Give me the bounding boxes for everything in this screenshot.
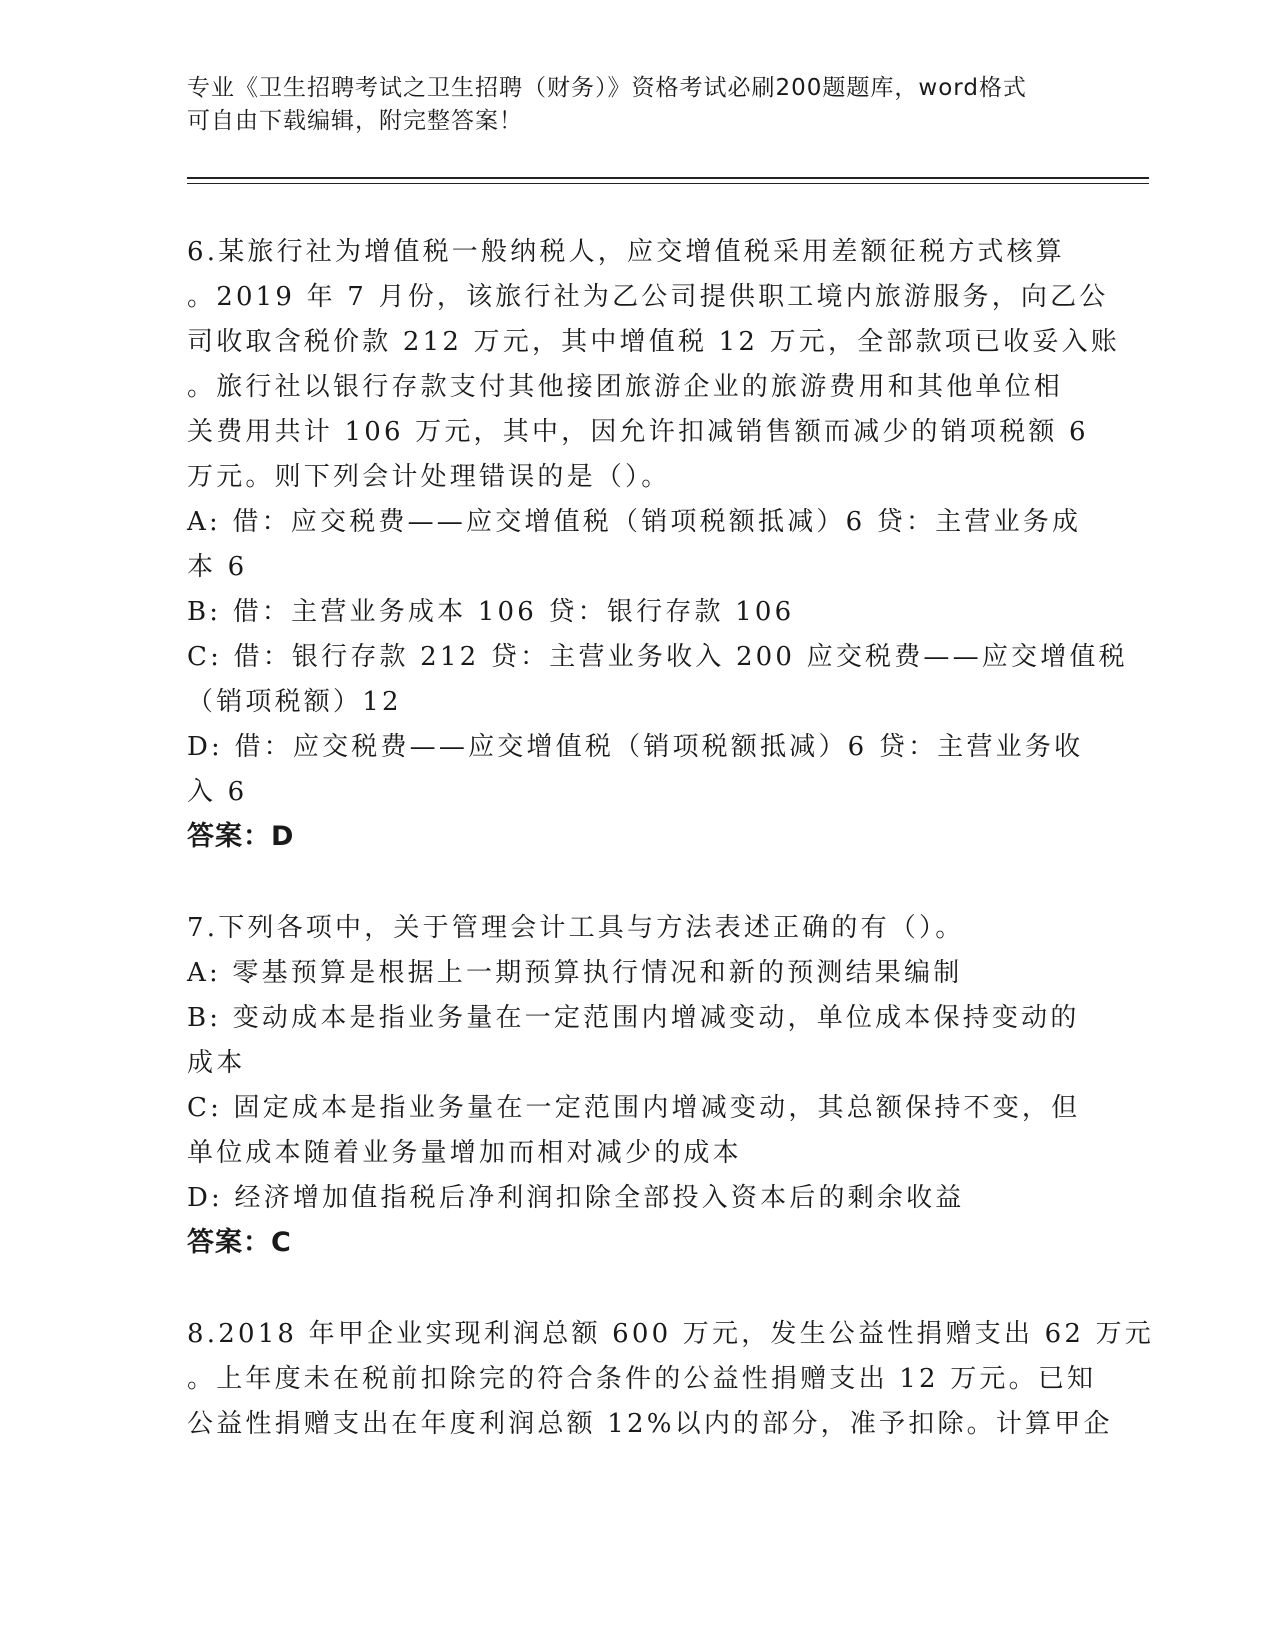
question-text: 7.下列各项中，关于管理会计工具与方法表述正确的有（）。 [187,913,965,943]
document-header [187,72,1087,138]
question-text: 。2019 年 7 月份，该旅行社为乙公司提供职工境内旅游服务，向乙公 [187,282,1109,312]
header-divider-thick [187,177,1149,179]
answer: 答案：C [187,1227,292,1258]
question-text: 万元。则下列会计处理错误的是（）。 [187,462,671,492]
option-d-cont: 入 6 [187,777,248,807]
option-b-cont: 成本 [187,1048,246,1078]
option-c: C: 固定成本是指业务量在一定范围内增减变动，其总额保持不变，但 [187,1093,1081,1123]
option-c: C: 借：银行存款 212 贷：主营业务收入 200 应交税费——应交增值税 [187,642,1128,672]
question-text: 8.2018 年甲企业实现利润总额 600 万元，发生公益性捐赠支出 62 万元 [187,1319,1155,1349]
header-divider-thin [187,183,1149,184]
option-d: D: 经济增加值指税后净利润扣除全部投入资本后的剩余收益 [187,1183,965,1213]
header-line-1: 专业《卫生招聘考试之卫生招聘（财务）》资格考试必刷200题题库，word格式 [187,75,1027,101]
question-text: 公益性捐赠支出在年度利润总额 12%以内的部分，准予扣除。计算甲企 [187,1409,1113,1439]
option-a: A: 零基预算是根据上一期预算执行情况和新的预测结果编制 [187,958,963,988]
question-text: 。旅行社以银行存款支付其他接团旅游企业的旅游费用和其他单位相 [187,372,1064,402]
option-b: B: 借：主营业务成本 106 贷：银行存款 106 [187,597,795,627]
question-text: 6.某旅行社为增值税一般纳税人，应交增值税采用差额征税方式核算 [187,237,1066,267]
option-a: A: 借：应交税费——应交增值税（销项税额抵减）6 贷：主营业务成 [187,507,1082,537]
option-a-cont: 本 6 [187,552,248,582]
option-c-cont: （销项税额）12 [187,687,402,717]
question-text: 。上年度未在税前扣除完的符合条件的公益性捐赠支出 12 万元。已知 [187,1364,1097,1394]
option-b: B: 变动成本是指业务量在一定范围内增减变动，单位成本保持变动的 [187,1003,1080,1033]
option-c-cont: 单位成本随着业务量增加而相对减少的成本 [187,1138,742,1168]
answer: 答案：D [187,821,295,852]
question-text: 司收取含税价款 212 万元，其中增值税 12 万元，全部款项已收妥入账 [187,327,1120,357]
question-text: 关费用共计 106 万元，其中，因允许扣减销售额而减少的销项税额 6 [187,417,1089,447]
option-d: D: 借：应交税费——应交增值税（销项税额抵减）6 贷：主营业务收 [187,732,1084,762]
header-line-2: 可自由下载编辑，附完整答案！ [187,108,523,134]
